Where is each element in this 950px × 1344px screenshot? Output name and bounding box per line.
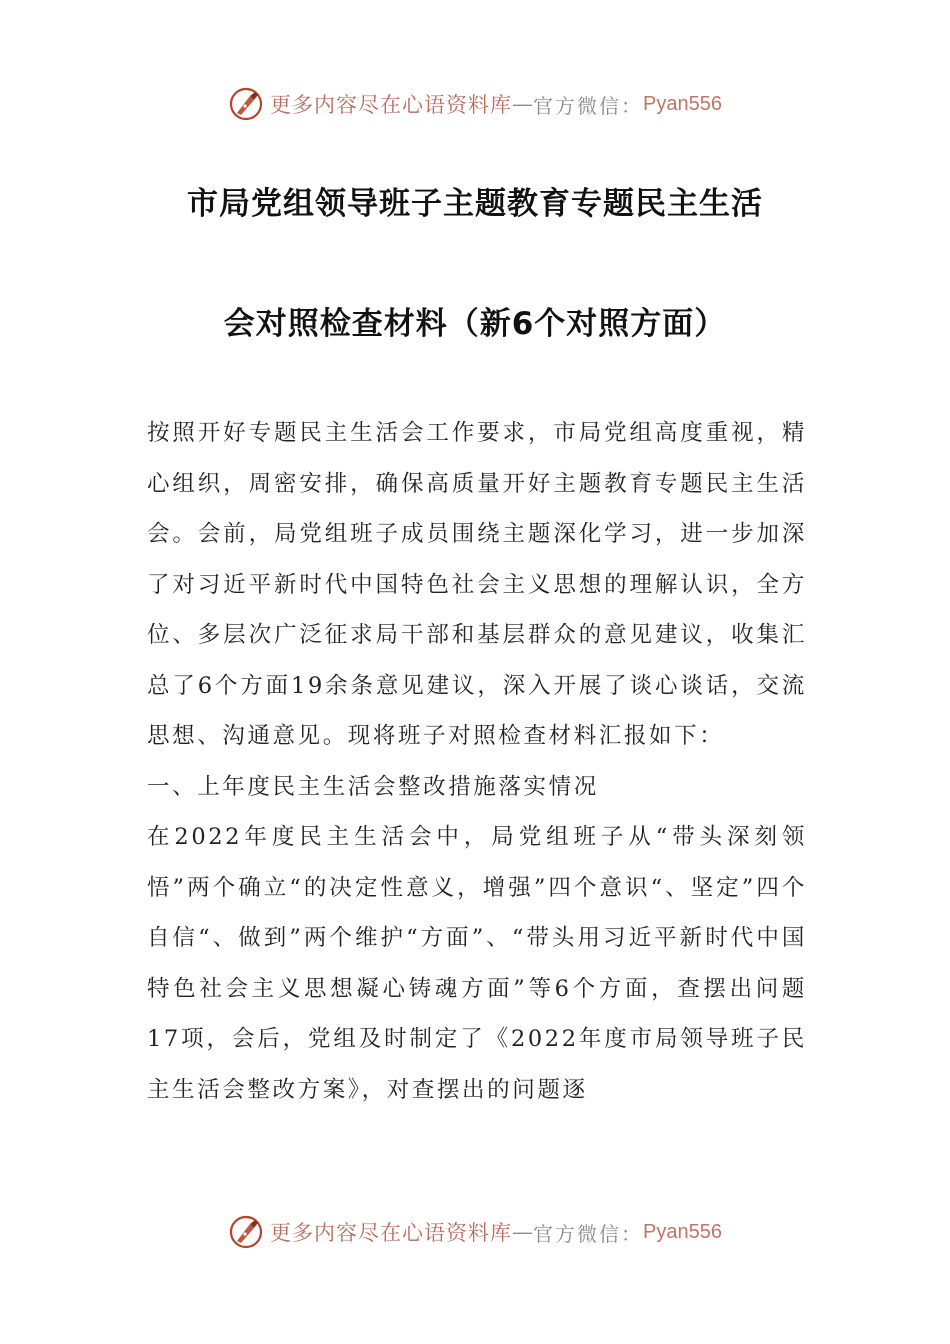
body-paragraph-intro: 按照开好专题民主生活会工作要求，市局党组高度重视，精心组织，周密安排，确保高质量开好主题教育专题民主生活会。会前，局党组班子成员围绕主题深化学习，进一步加深了对习近平新时代中国特色社会主义思想的理解认识，全方位、多层次广泛征求局干部和基层群众的意见建议，收集汇总了6个方面19余条意见建议，深入开展了谈心谈话，交流思想、沟通意见。现将班子对照检查材料汇报如下： [147,420,807,749]
section-heading-1: 一、上年度民主生活会整改措施落实情况 [147,773,599,800]
document-body [147,408,807,1115]
header-watermark [0,84,950,124]
watermark-separator: — [512,92,534,116]
watermark-contact-label: 官方微信： [533,93,644,118]
watermark-contact-label: 官方微信： [533,1221,644,1246]
document-title-line-2: 会对照检查材料（新6个对照方面） [223,306,727,342]
watermark-brand: 更多内容尽在心语资料库 [270,93,513,117]
footer-watermark [0,1212,950,1252]
watermark-separator: — [512,1220,534,1244]
pen-nib-logo-icon [228,86,264,122]
watermark-wechat-id: Pyan556 [643,1220,722,1243]
watermark-wechat-id: Pyan556 [643,92,722,115]
pen-nib-logo-icon [228,1214,264,1250]
document-title-line-1: 市局党组领导班子主题教育专题民主生活 [187,186,763,222]
body-paragraph-2: 在2022年度民主生活会中，局党组班子从“带头深刻领悟”两个确立“的决定性意义，增强”四个意识“、坚定”四个自信“、做到”两个维护“方面”、“带头用习近平新时代中国特色社会主义思想凝心铸魂方面”等6个方面，查摆出问题17项，会后，党组及时制定了《2022年度市局领导班子民主生活会整改方案》，对查摆出的问题逐 [147,824,807,1103]
watermark-brand: 更多内容尽在心语资料库 [270,1221,513,1245]
